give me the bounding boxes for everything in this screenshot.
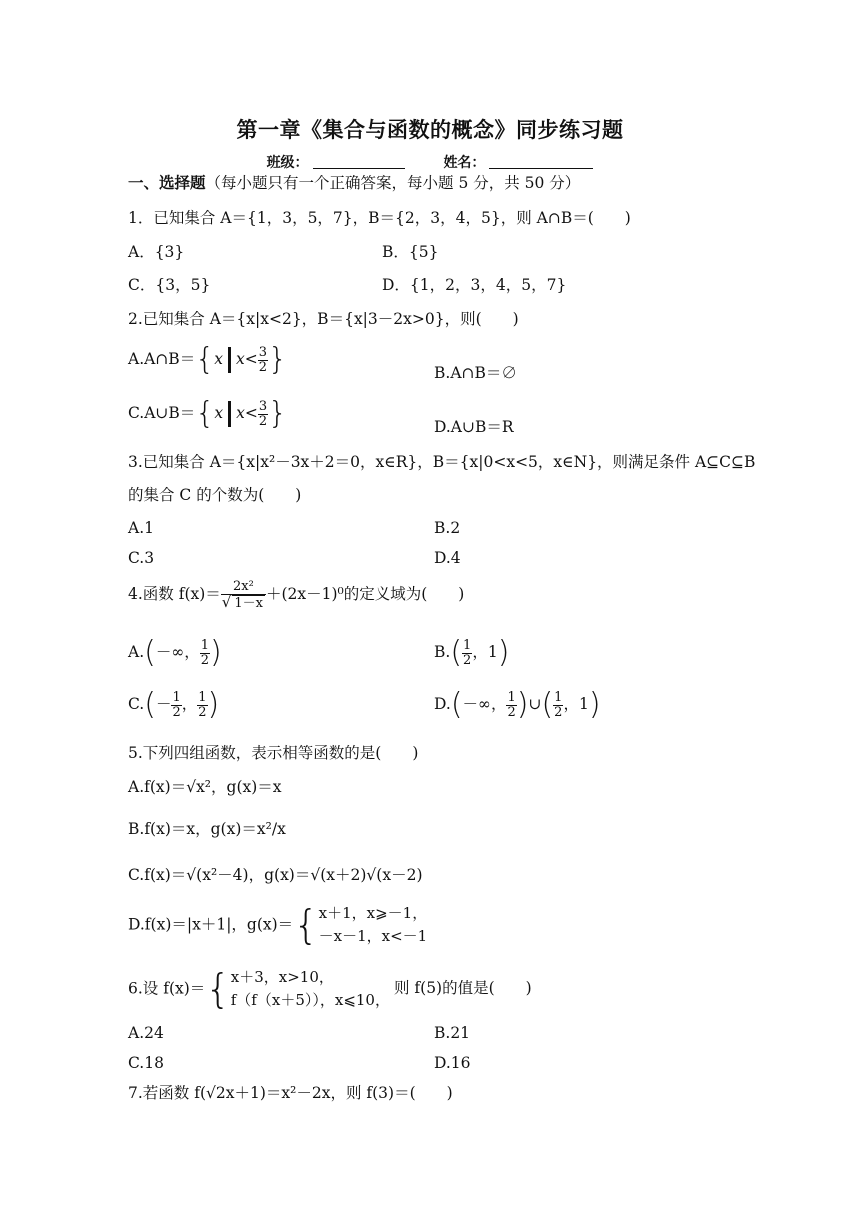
question-2-option-c[interactable]: C.A∪B＝{x x< $\frac{3}{2}$ }: [128, 396, 288, 431]
frac-den: 2: [507, 704, 516, 720]
frac-den: 2: [200, 652, 210, 668]
frac-num: 1: [507, 689, 516, 705]
name-label: 姓名：: [443, 155, 486, 171]
frac-num: 1: [198, 689, 207, 705]
frac-num: 1: [554, 689, 563, 705]
frac-den: 2: [172, 704, 181, 720]
frac-num: 1: [200, 637, 210, 653]
question-3-stem-1: 3.已知集合 A＝{x|x²－3x＋2＝0，x∈R}，B＝{x|0<x<5，x∈N}，则满足条件 A⊆C⊆B: [128, 453, 756, 471]
set-var: x: [214, 404, 224, 422]
question-6-option-d[interactable]: D.16: [434, 1054, 471, 1072]
option-c-prefix: C.A∪B＝: [128, 404, 196, 422]
one: 1: [487, 643, 498, 661]
student-info: [0, 152, 860, 172]
question-4-option-b[interactable]: B.( $\frac{1}{2}$ ，1): [434, 635, 510, 670]
question-3-option-d[interactable]: D.4: [434, 549, 461, 567]
question-2-stem: 2.已知集合 A＝{x|x<2}，B＝{x|3－2x>0}，则( ): [128, 310, 519, 328]
question-6-option-c[interactable]: C.18: [128, 1054, 164, 1072]
question-5-option-b[interactable]: B.f(x)＝x，g(x)＝x²/x: [128, 820, 286, 838]
comma: ，: [563, 695, 579, 713]
section-note: （每小题只有一个正确答案，每小题 5 分，共 50 分）: [205, 174, 581, 192]
option-label: B.: [434, 643, 451, 661]
frac-den: 2: [198, 704, 207, 720]
question-1-option-c[interactable]: C．{3，5}: [128, 276, 211, 294]
frac-num: 3: [258, 398, 268, 414]
set-cond: x<: [236, 404, 258, 422]
option-label: A.: [128, 643, 145, 661]
question-4-option-a[interactable]: A.(－∞， $\frac{1}{2}$ ): [128, 635, 222, 670]
class-label: 班级：: [266, 155, 309, 171]
comma: ，: [472, 643, 488, 661]
case-1: x＋1，x⩾－1，: [318, 904, 428, 922]
question-3-option-a[interactable]: A.1: [128, 519, 154, 537]
question-5-stem: 5.下列四组函数，表示相等函数的是( ): [128, 744, 419, 762]
section-head: 一、选择题: [128, 174, 206, 192]
question-7-stem: 7.若函数 f(√2x＋1)＝x²－2x，则 f(3)＝( ): [128, 1084, 453, 1102]
question-5-option-a[interactable]: A.f(x)＝√x²，g(x)＝x: [128, 778, 282, 796]
question-1-stem: 1．已知集合 A＝{1，3，5，7}，B＝{2，3，4，5}，则 A∩B＝( ): [128, 209, 631, 227]
one: 1: [578, 695, 589, 713]
class-blank[interactable]: [313, 168, 405, 169]
frac-num: 3: [258, 344, 268, 360]
question-1-option-a[interactable]: A．{3}: [128, 243, 185, 261]
comma: ，: [181, 695, 198, 713]
neg-infinity: －∞，: [462, 695, 507, 713]
case-2: f（f（x＋5）），x⩽10，: [230, 991, 390, 1010]
name-blank[interactable]: [489, 168, 593, 169]
page-title: 第一章《集合与函数的概念》同步练习题: [236, 118, 624, 142]
question-5-option-c[interactable]: C.f(x)＝√(x²－4)，g(x)＝√(x＋2)√(x－2): [128, 866, 423, 884]
q6-post: 则 f(5)的值是( ): [393, 979, 532, 998]
frac-den: 2: [554, 704, 563, 720]
option-label: C.: [128, 695, 145, 713]
set-cond: x<: [236, 350, 258, 368]
question-2-option-d[interactable]: D.A∪B＝R: [434, 418, 514, 436]
question-2-option-b[interactable]: B.A∩B＝∅: [434, 364, 517, 382]
question-3-stem-2: 的集合 C 的个数为( ): [128, 486, 302, 504]
option-d-prefix: D.f(x)＝|x＋1|，g(x)＝: [128, 915, 294, 934]
case-2: －x－1，x<－1: [318, 927, 428, 946]
frac-num: 1: [463, 637, 472, 653]
q4-den: 1－x: [234, 595, 263, 611]
neg-infinity: －∞，: [155, 643, 200, 661]
question-2-option-a[interactable]: A.A∩B＝{x x< $\frac{3}{2}$ }: [128, 342, 288, 377]
option-label: D.: [434, 695, 451, 713]
question-4-option-c[interactable]: C.(－ $\frac{1}{2}$ ， $\frac{1}{2}$ ): [128, 687, 220, 722]
q4-pre: 4.函数 f(x)＝: [128, 585, 221, 604]
question-1-option-b[interactable]: B．{5}: [382, 243, 439, 261]
frac-num: 1: [172, 689, 181, 705]
question-3-option-c[interactable]: C.3: [128, 549, 155, 567]
question-5-option-d[interactable]: D.f(x)＝|x＋1|，g(x)＝{ x＋1，x⩾－1， －x－1，x<－1: [128, 902, 428, 949]
question-6-option-b[interactable]: B.21: [434, 1024, 471, 1042]
minus: －: [155, 695, 172, 713]
question-4-stem: 4.函数 f(x)＝ $\frac{\text{2x²}}{√ 1-x}$ ＋(2x－1)⁰的定义域为( ): [128, 579, 465, 611]
section-heading: [128, 176, 580, 192]
case-1: x＋3，x>10，: [230, 968, 334, 986]
union: ∪: [528, 695, 542, 713]
question-6-stem: 6.设 f(x)＝{ x＋3，x>10， f（f（x＋5）），x⩽10， 则 f(5)的值是( ): [128, 966, 532, 1013]
set-var: x: [214, 350, 224, 368]
question-3-option-b[interactable]: B.2: [434, 519, 461, 537]
question-4-option-d[interactable]: D.(－∞， $\frac{1}{2}$ )∪( $\frac{1}{2}$ ，1): [434, 687, 601, 722]
q6-pre: 6.设 f(x)＝: [128, 979, 206, 998]
frac-den: 2: [258, 359, 268, 375]
q4-post: ＋(2x－1)⁰的定义域为( ): [265, 585, 465, 604]
option-a-prefix: A.A∩B＝: [128, 350, 196, 368]
q4-num: 2x²: [221, 580, 266, 595]
question-6-option-a[interactable]: A.24: [128, 1024, 164, 1042]
frac-den: 2: [258, 413, 268, 429]
frac-den: 2: [463, 652, 472, 668]
question-1-option-d[interactable]: D．{1，2，3，4，5，7}: [382, 276, 567, 294]
